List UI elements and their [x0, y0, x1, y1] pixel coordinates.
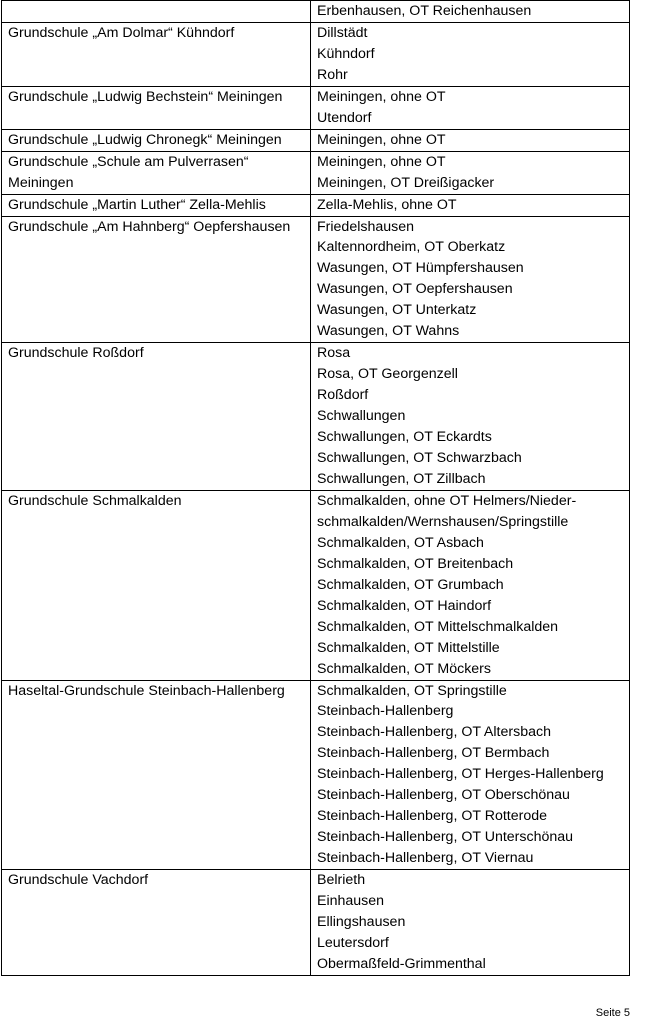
school-name: Grundschule Roßdorf	[8, 345, 144, 362]
school-cell	[2, 22, 311, 86]
place-name: Meiningen, ohne OT	[317, 153, 446, 170]
place-name: Steinbach-Hallenberg, OT Oberschönau	[317, 787, 570, 804]
place-name: Schmalkalden, OT Breitenbach	[317, 555, 514, 572]
places-cell	[311, 86, 630, 129]
place-name: Schwallungen, OT Eckardts	[317, 429, 492, 446]
table-row	[2, 870, 630, 976]
table-row	[2, 216, 630, 343]
place-name: Steinbach-Hallenberg, OT Unterschönau	[317, 829, 574, 846]
school-name: Grundschule „Am Hahnberg“ Oepfershausen	[8, 218, 291, 235]
place-name: Utendorf	[317, 109, 372, 126]
place-name: Schwallungen, OT Zillbach	[317, 470, 486, 487]
place-name: Steinbach-Hallenberg, OT Viernau	[317, 850, 534, 867]
school-cell	[2, 216, 311, 343]
school-cell	[2, 151, 311, 194]
places-cell	[311, 680, 630, 870]
place-name: Steinbach-Hallenberg	[317, 703, 454, 720]
table-row	[2, 151, 630, 194]
place-name: Schwallungen, OT Schwarzbach	[317, 450, 522, 467]
place-name: Meiningen, OT Dreißigacker	[317, 174, 495, 191]
table-row	[2, 343, 630, 491]
school-name: Grundschule „Ludwig Chronegk“ Meiningen	[8, 131, 282, 148]
table-body	[2, 1, 630, 976]
place-name: Wasungen, OT Unterkatz	[317, 302, 477, 319]
place-name: Schmalkalden, ohne OT Helmers/Nieder-schmalkalden/Wernshausen/Springstille	[317, 492, 577, 530]
place-name: Schmalkalden, OT Mittelstille	[317, 639, 500, 656]
place-name: Schmalkalden, OT Asbach	[317, 534, 484, 551]
places-cell	[311, 151, 630, 194]
school-name: Grundschule „Ludwig Bechstein“ Meiningen	[8, 88, 283, 105]
table-row	[2, 129, 630, 151]
table-row	[2, 1, 630, 23]
place-name: Rosa	[317, 345, 351, 362]
place-name: Schwallungen	[317, 408, 406, 425]
place-name: Kühndorf	[317, 45, 375, 62]
table-row	[2, 194, 630, 216]
school-name: Grundschule „Schule am Pulverrasen“ Meiningen	[8, 153, 249, 191]
place-name: Kaltennordheim, OT Oberkatz	[317, 239, 506, 256]
place-name: Rohr	[317, 66, 348, 83]
place-name: Wasungen, OT Oepfershausen	[317, 281, 513, 298]
page-number: Seite 5	[595, 1007, 630, 1019]
place-name: Erbenhausen, OT Reichenhausen	[317, 3, 532, 19]
school-name: Haseltal-Grundschule Steinbach-Hallenberg	[8, 682, 285, 699]
places-cell	[311, 490, 630, 680]
table-row	[2, 86, 630, 129]
place-name: Schmalkalden, OT Grumbach	[317, 576, 504, 593]
place-name: Dillstädt	[317, 24, 368, 41]
school-cell	[2, 680, 311, 870]
school-name: Grundschule Schmalkalden	[8, 492, 182, 509]
school-cell	[2, 86, 311, 129]
place-name: Roßdorf	[317, 387, 369, 404]
table-row	[2, 22, 630, 86]
place-name: Obermaßfeld-Grimmenthal	[317, 955, 486, 972]
place-name: Ellingshausen	[317, 913, 406, 930]
places-cell	[311, 343, 630, 491]
table-row	[2, 490, 630, 680]
school-name: Grundschule „Martin Luther“ Zella-Mehlis	[8, 196, 266, 213]
place-name: Steinbach-Hallenberg, OT Bermbach	[317, 745, 550, 762]
place-name: Friedelshausen	[317, 218, 415, 235]
places-cell	[311, 1, 630, 23]
school-cell	[2, 490, 311, 680]
places-cell	[311, 216, 630, 343]
place-name: Meiningen, ohne OT	[317, 131, 446, 148]
place-name: Steinbach-Hallenberg, OT Altersbach	[317, 724, 551, 741]
place-name: Einhausen	[317, 893, 385, 910]
table-row	[2, 680, 630, 870]
place-name: Zella-Mehlis, ohne OT	[317, 196, 457, 213]
school-district-table	[1, 0, 630, 976]
school-cell	[2, 343, 311, 491]
place-name: Belrieth	[317, 872, 366, 889]
place-name: Schmalkalden, OT Mittelschmalkalden	[317, 618, 559, 635]
school-cell	[2, 870, 311, 976]
place-name: Schmalkalden, OT Möckers	[317, 660, 491, 677]
place-name: Wasungen, OT Wahns	[317, 323, 460, 340]
place-name: Rosa, OT Georgenzell	[317, 366, 458, 383]
school-cell	[2, 1, 311, 23]
school-name: Grundschule Vachdorf	[8, 872, 149, 889]
place-name: Meiningen, ohne OT	[317, 88, 446, 105]
place-name: Wasungen, OT Hümpfershausen	[317, 260, 524, 277]
place-name: Steinbach-Hallenberg, OT Rotterode	[317, 808, 548, 825]
places-cell	[311, 22, 630, 86]
place-name: Schmalkalden, OT Springstille	[317, 682, 507, 699]
place-name: Schmalkalden, OT Haindorf	[317, 597, 492, 614]
school-cell	[2, 194, 311, 216]
places-cell	[311, 870, 630, 976]
places-cell	[311, 194, 630, 216]
places-cell	[311, 129, 630, 151]
school-cell	[2, 129, 311, 151]
place-name: Leutersdorf	[317, 934, 389, 951]
school-name: Grundschule „Am Dolmar“ Kühndorf	[8, 24, 235, 41]
place-name: Steinbach-Hallenberg, OT Herges-Hallenberg	[317, 766, 604, 783]
